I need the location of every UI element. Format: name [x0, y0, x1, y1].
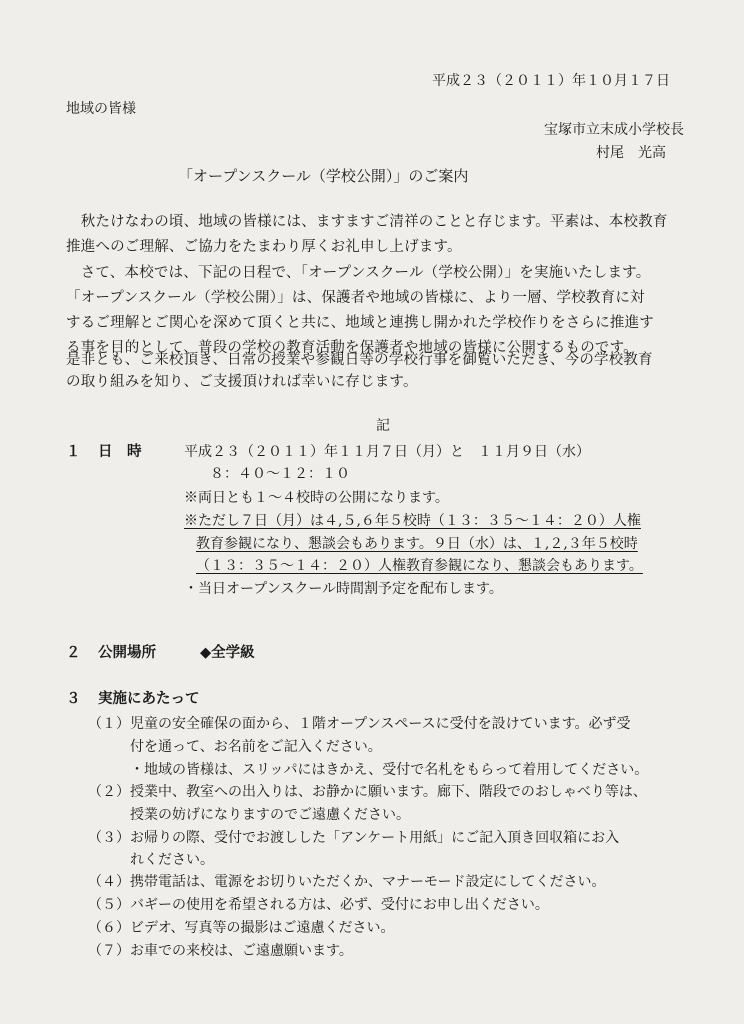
intro-line: 「オープンスクール（学校公開）」は、保護者や地域の皆様に、より一層、学校教育に対	[66, 290, 645, 306]
section2-number: ２	[66, 644, 81, 661]
recipient: 地域の皆様	[66, 101, 136, 117]
section3-item: （５）バギーの使用を希望される方は、必ず、受付にお申し出ください。	[88, 897, 549, 913]
section2-label: 公開場所	[98, 644, 156, 661]
document-title: 「オープンスクール（学校公開）」のご案内	[178, 167, 469, 185]
section3-item: （３）お帰りの際、受付でお渡しした「アンケート用紙」にご記入頂き回収箱にお入	[88, 830, 620, 846]
section3-item: （４）携帯電話は、電源をお切りいただくか、マナーモード設定にしてください。	[88, 874, 606, 890]
section3-item: 授業の妨げになりますのでご遠慮ください。	[88, 807, 410, 823]
section3-item: （６）ビデオ、写真等の撮影はご遠慮ください。	[88, 920, 395, 936]
sender-name: 村尾 光高	[596, 145, 666, 161]
section1-note: 教育参観になり、懇談会もあります。９日（水）は、１,２,３年５校時	[196, 536, 638, 552]
section3-item: れください。	[88, 852, 214, 868]
ki-heading: 記	[376, 418, 390, 434]
section1-date-line: 平成２３（２０１１）年１１月７日（月）と １１月９日（水）	[184, 444, 590, 460]
section1-number: １	[66, 443, 81, 460]
intro-line: 推進へのご理解、ご協力をたまわり厚くお礼申し上げます。	[66, 239, 462, 255]
section3-item: 付を通って、お名前をご記入ください。	[88, 739, 382, 755]
section1-note: ・当日オープンスクール時間割予定を配布します。	[184, 581, 503, 597]
intro-line: 是非とも、ご来校頂き、日常の授業や参観日等の学校行事を御覧いただき、今の学校教育	[66, 352, 653, 368]
intro-line: る事を目的として、普段の学校の教育活動を保護者や地域の皆様に公開するものです。	[66, 340, 638, 356]
section1-note: ※ただし７日（月）は４,５,６年５校時（１３：３５〜１４：２０）人権	[184, 513, 641, 529]
section2-value: ◆全学級	[200, 644, 255, 661]
section1-label: 日 時	[98, 443, 142, 460]
intro-line: さて、本校では、下記の日程で、「オープンスクール（学校公開）」を実施いたします。	[66, 265, 651, 281]
section3-number: ３	[66, 690, 81, 707]
section1-note: ※両日とも１〜４校時の公開になります。	[184, 490, 449, 506]
intro-line: の取り組みを知り、ご支援頂ければ幸いに存じます。	[66, 374, 418, 390]
section3-item: ・地域の皆様は、スリッパにはきかえ、受付で名札をもらって着用してください。	[88, 762, 649, 778]
document-date: 平成２３（２０１１）年１０月１７日	[432, 73, 670, 89]
section3-item: （２）授業中、教室への出入りは、お静かに願います。廊下、階段でのおしゃべり等は、	[88, 784, 647, 800]
intro-line: するご理解とご関心を深めて頂くと共に、地域と連携し開かれた学校作りをさらに推進す	[66, 315, 654, 331]
section1-note: （１３：３５〜１４：２０）人権教育参観になり、懇談会もあります。	[196, 558, 643, 574]
section1-time-line: ８：４０〜１２：１０	[210, 466, 350, 482]
intro-line: 秋たけなわの頃、地域の皆様には、ますますご清祥のことと存じます。平素は、本校教育	[66, 214, 668, 230]
section3-label: 実施にあたって	[98, 690, 200, 707]
sender-school: 宝塚市立末成小学校長	[544, 122, 684, 138]
section3-item: （１）児童の安全確保の面から、１階オープンスペースに受付を設けています。必ず受	[88, 716, 631, 732]
section3-item: （７）お車での来校は、ご遠慮願います。	[88, 943, 353, 959]
